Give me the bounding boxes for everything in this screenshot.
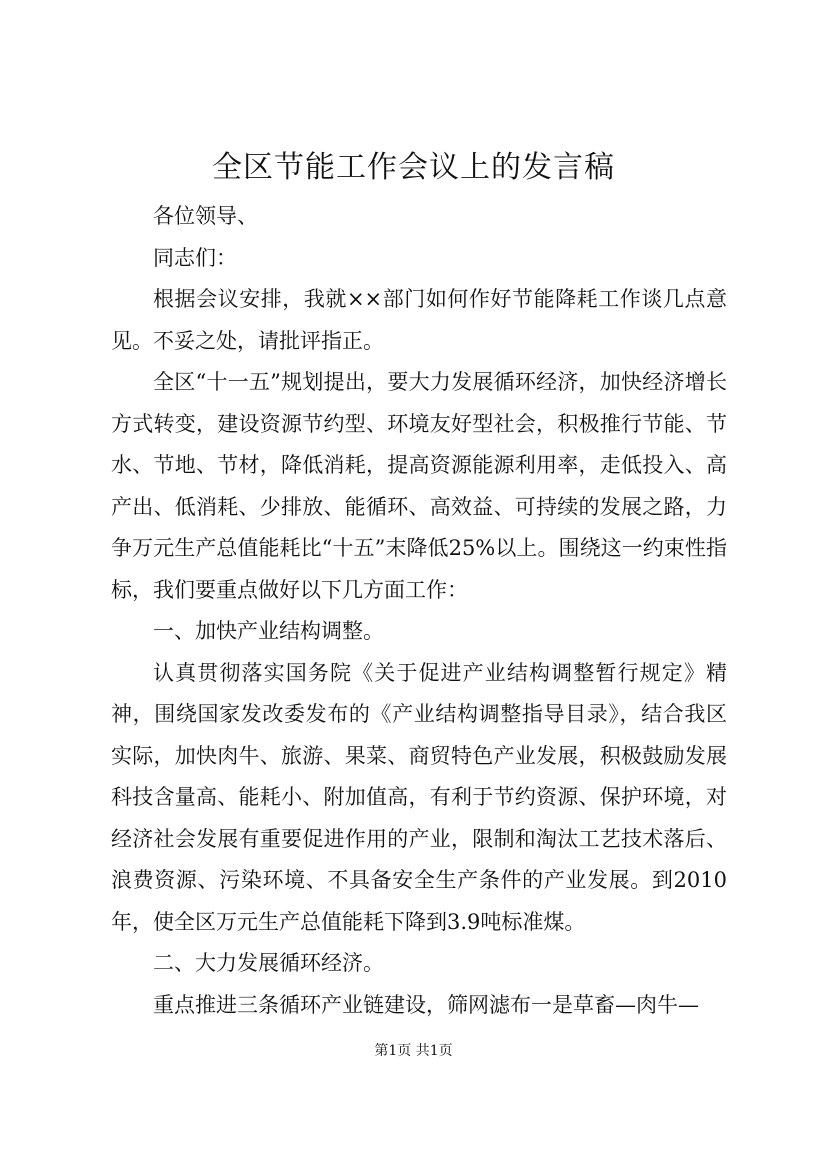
heading-section-2: 二、大力发展循环经济。 [153, 951, 384, 975]
heading-section-1: 一、加快产业结构调整。 [153, 619, 384, 643]
salutation-leaders: 各位领导、 [153, 204, 258, 228]
paragraph-intro: 根据会议安排，我就××部门如何作好节能降耗工作谈几点意见。不妥之处，请批评指正。 [111, 287, 727, 353]
document-title: 全区节能工作会议上的发言稿 [212, 150, 615, 185]
salutation-comrades: 同志们： [153, 245, 237, 270]
paragraph-section-1: 认真贯彻落实国务院《关于促进产业结构调整暂行规定》精神，围绕国家发改委发布的《产业结构调整指导目录》，结合我区实际，加快肉牛、旅游、果菜、商贸特色产业发展，积极鼓励发展科技含量高、能耗小、附加值高，有利于节约资源、保护环境，对经济社会发展有重要促进作用的产业，限制和淘汰工艺技术落后、浪费资源、污染环境、不具备安全生产条件的产业发展。到2010年，使全区万元生产总值能耗下降到3.9吨标准煤。 [111, 660, 727, 934]
page-footer: 第1页 共1页 [374, 1043, 453, 1059]
paragraph-section-2: 重点推进三条循环产业链建设，筛网滤布一是草畜—肉牛— [153, 992, 699, 1017]
document-body [111, 196, 727, 1026]
paragraph-plan: 全区“十一五”规划提出，要大力发展循环经济，加快经济增长方式转变，建设资源节约型、环境友好型社会，积极推行节能、节水、节地、节材，降低消耗，提高资源能源利用率，走低投入、高产出、低消耗、少排放、能循环、高效益、可持续的发展之路，力争万元生产总值能耗比“十五”末降低25%以上。围绕这一约束性指标，我们要重点做好以下几方面工作： [111, 370, 727, 602]
